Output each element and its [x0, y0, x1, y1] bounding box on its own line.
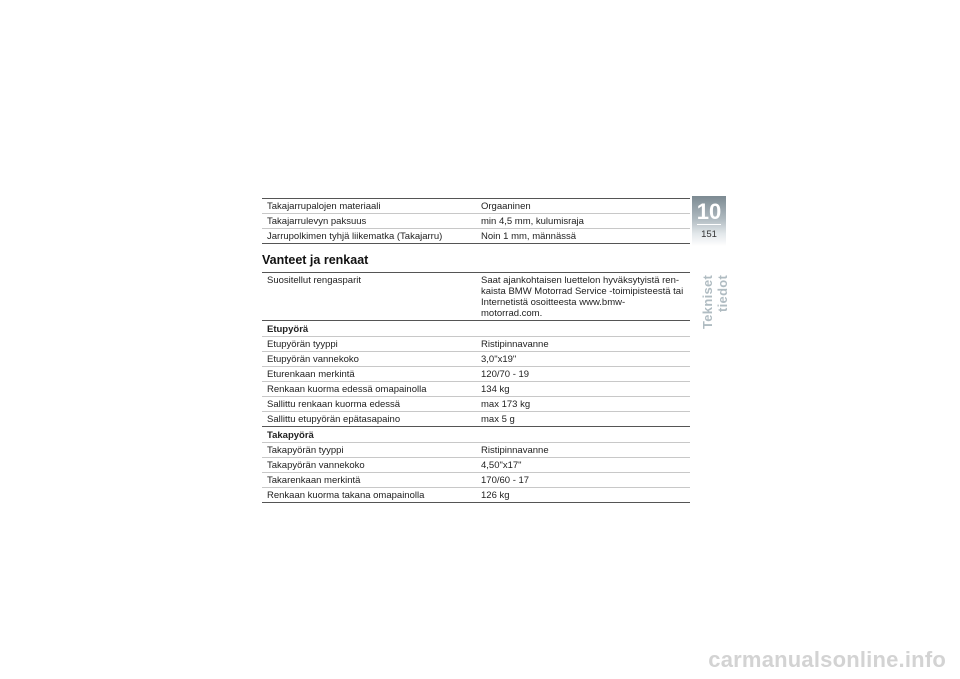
spec-label: Takajarrupalojen materiaali — [262, 199, 476, 214]
spec-label: Sallittu renkaan kuorma edessä — [262, 397, 476, 412]
spec-value: Ristipinnavanne — [476, 337, 690, 352]
spec-value: 120/70 - 19 — [476, 367, 690, 382]
spec-label: Takarenkaan merkintä — [262, 473, 476, 488]
wheels-spec-table — [262, 272, 690, 503]
watermark-text: carmanualsonline.info — [708, 647, 946, 672]
table-row — [262, 458, 690, 473]
chapter-tab — [692, 196, 726, 246]
table-row — [262, 214, 690, 229]
spec-value: Noin 1 mm, männässä — [476, 229, 690, 244]
table-row — [262, 488, 690, 503]
spec-label: Renkaan kuorma edessä omapainolla — [262, 382, 476, 397]
table-row — [262, 443, 690, 458]
spec-label: Eturenkaan merkintä — [262, 367, 476, 382]
table-row — [262, 473, 690, 488]
table-row — [262, 273, 690, 321]
spec-label: Jarrupolkimen tyhjä liikematka (Takajarru) — [262, 229, 476, 244]
spec-value: max 173 kg — [476, 397, 690, 412]
table-row — [262, 199, 690, 214]
spec-value: Ristipinnavanne — [476, 443, 690, 458]
table-row — [262, 397, 690, 412]
spec-value: min 4,5 mm, kulumisraja — [476, 214, 690, 229]
spec-label: Sallittu etupyörän epätasapaino — [262, 412, 476, 427]
spec-value: max 5 g — [476, 412, 690, 427]
table-row — [262, 382, 690, 397]
value-line: Internetistä osoitteesta www.bmw-motorrad.com. — [481, 297, 626, 319]
table-row — [262, 229, 690, 244]
front-wheel-heading: Etupyörä — [262, 321, 690, 337]
spec-label: Takapyörän vannekoko — [262, 458, 476, 473]
table-row — [262, 337, 690, 352]
spec-value: Orgaaninen — [476, 199, 690, 214]
value-line: kaista BMW Motorrad Service -toimipisteestä tai — [481, 286, 684, 297]
subheading-row — [262, 321, 690, 337]
table-row — [262, 352, 690, 367]
rear-wheel-heading: Takapyörä — [262, 427, 690, 443]
spec-value: 3,0"x19" — [476, 352, 690, 367]
table-row — [262, 367, 690, 382]
spec-value: 4,50"x17" — [476, 458, 690, 473]
table-row — [262, 412, 690, 427]
page-number: 151 — [701, 229, 717, 240]
chapter-number: 10 — [696, 199, 722, 224]
spec-value — [476, 273, 690, 321]
brakes-spec-table — [262, 198, 690, 244]
spec-label: Takapyörän tyyppi — [262, 443, 476, 458]
section-title: Vanteet ja renkaat — [262, 253, 369, 267]
spec-label: Takajarrulevyn paksuus — [262, 214, 476, 229]
spec-label: Renkaan kuorma takana omapainolla — [262, 488, 476, 503]
spec-value: 170/60 - 17 — [476, 473, 690, 488]
spec-label: Etupyörän vannekoko — [262, 352, 476, 367]
spec-value: 134 kg — [476, 382, 690, 397]
spec-label: Suositellut rengasparit — [262, 273, 476, 321]
chapter-side-title: Tekniset tiedot — [700, 275, 730, 330]
value-line: Saat ajankohtaisen luettelon hyväksytyistä ren- — [481, 275, 680, 286]
spec-value: 126 kg — [476, 488, 690, 503]
spec-label: Etupyörän tyyppi — [262, 337, 476, 352]
chapter-divider — [697, 224, 721, 225]
subheading-row — [262, 427, 690, 443]
